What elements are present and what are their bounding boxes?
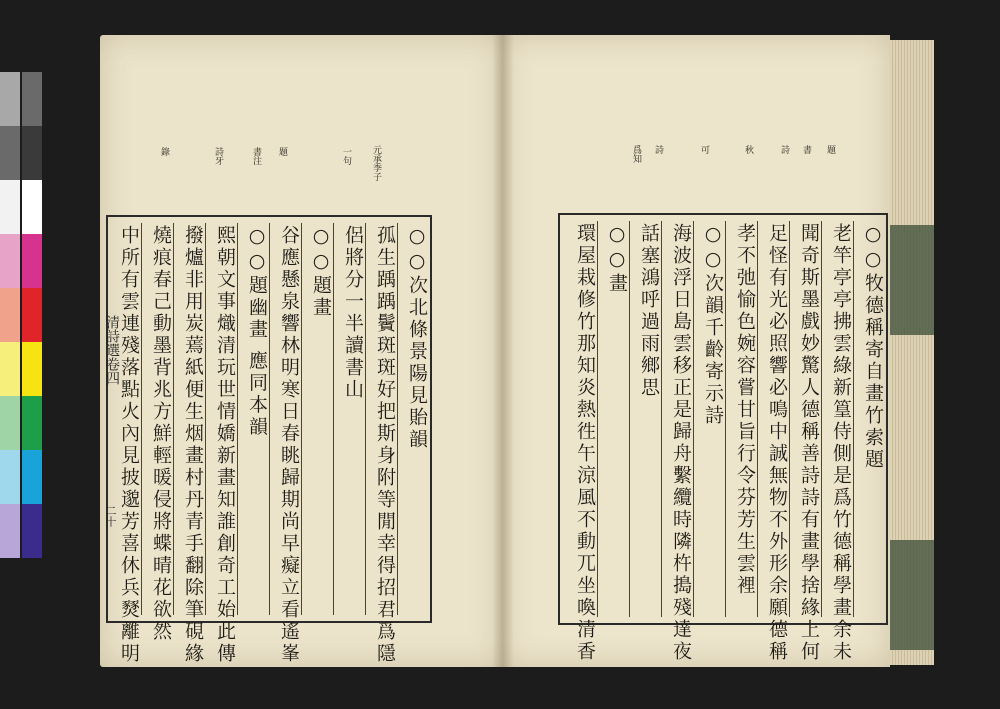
text-column: 撥爐非用炭蔫紙便生烟畫村丹青手翻除筆硯緣 [182,225,204,665]
header-note: 元承季子 [371,145,381,181]
column-rule [141,223,142,615]
open-book [100,35,940,667]
text-column: ○○次北條景陽見貽韻 [406,225,428,451]
text-column: ○○牧德稱寄自畫竹索題 [862,223,884,471]
page-number: 二十 [104,505,117,527]
header-note: 題 [825,145,835,154]
left-text-frame [106,215,432,665]
header-note: 爲知 [631,145,641,163]
text-column: 話塞鴻呼過雨鄉思 [638,223,660,399]
header-note: 一句 [341,147,351,165]
color-swatch [0,72,20,126]
color-swatch [22,180,42,234]
edge-shadow [890,225,934,335]
column-rule [333,223,334,615]
column-rule [629,221,630,617]
column-rule [205,223,206,615]
color-swatch [0,342,20,396]
column-rule [821,221,822,617]
text-column: 足怪有光必照響必鳴中誠無物不外形余願德稱 [766,223,788,663]
color-swatch [0,396,20,450]
column-rule [757,221,758,617]
column-rule [397,223,398,615]
color-swatch [22,288,42,342]
header-note: 詩 [653,145,663,154]
right-text-frame [558,213,888,663]
header-note: 書注 [251,147,261,165]
text-column: 燒痕春己動墨背兆方鮮輕暖侵將蝶晴花欲然 [150,225,172,643]
color-swatch [0,288,20,342]
color-swatch [22,450,42,504]
header-note: 詩牙 [213,147,223,165]
page-block-edge [890,40,934,665]
book-gutter [492,35,514,667]
color-swatch [22,504,42,558]
column-rule [173,223,174,615]
header-note: 詩 [779,145,789,154]
column-rule [725,221,726,617]
text-column: 谷應懸泉響林明寒日春眺歸期尚早癡立看遙峯 [278,225,300,665]
text-column: ○○題畫 [310,225,332,319]
text-column: 熙朝文事熾清玩世情嬌新畫知誰創奇工始此傳 [214,225,236,665]
color-swatch [22,72,42,126]
edge-shadow [890,540,934,650]
text-column: 侶將分一半讀書山 [342,225,364,401]
column-rule [269,223,270,615]
header-note: 題 [277,147,287,156]
header-note: 秋 [743,145,753,154]
color-swatch [22,234,42,288]
color-swatch [0,180,20,234]
left-page [100,35,502,667]
column-rule [597,221,598,617]
text-column: 中所有雲連殘落點火內見披邈芳喜休兵燹離明 [118,225,140,665]
header-note: 可 [699,145,709,154]
text-column: 孝不弛愉色婉容嘗甘旨行令芬芳生雲裡 [734,223,756,597]
color-swatch [0,234,20,288]
column-rule [789,221,790,617]
color-swatch [0,504,20,558]
column-rule [661,221,662,617]
folio-title: 清詩選卷四 [104,315,120,385]
color-calibration-card [0,72,44,562]
color-swatch [0,126,20,180]
column-rule [237,223,238,615]
text-column: 海波浮日島雲移正是歸舟繫纜時隣杵搗殘達夜 [670,223,692,663]
text-column: 老竿亭亭拂雲綠新篁侍側是爲竹德稱學畫余未 [830,223,852,663]
color-swatch [0,450,20,504]
text-column: ○○畫 [606,223,628,295]
text-column: 聞奇斯墨戲妙驚人德稱善詩詩有畫學捨緣上何 [798,223,820,663]
column-rule [365,223,366,615]
text-column: ○○次韻千齡寄示詩 [702,223,724,427]
text-column: 孤生踽踽鬢斑斑好把斯身附等閒幸得招君爲隱 [374,225,396,665]
right-page [502,35,890,667]
header-note: 書 [801,145,811,154]
column-rule [853,221,854,617]
color-swatch [22,126,42,180]
color-swatch [22,342,42,396]
column-rule [693,221,694,617]
text-column: 環屋栽修竹那知炎熱徃午涼風不動兀坐喚清香 [574,223,596,663]
header-note: 錄 [159,147,169,156]
column-rule [301,223,302,615]
text-column: ○○題幽畫 應同本韻 [246,225,268,439]
color-swatch [22,396,42,450]
